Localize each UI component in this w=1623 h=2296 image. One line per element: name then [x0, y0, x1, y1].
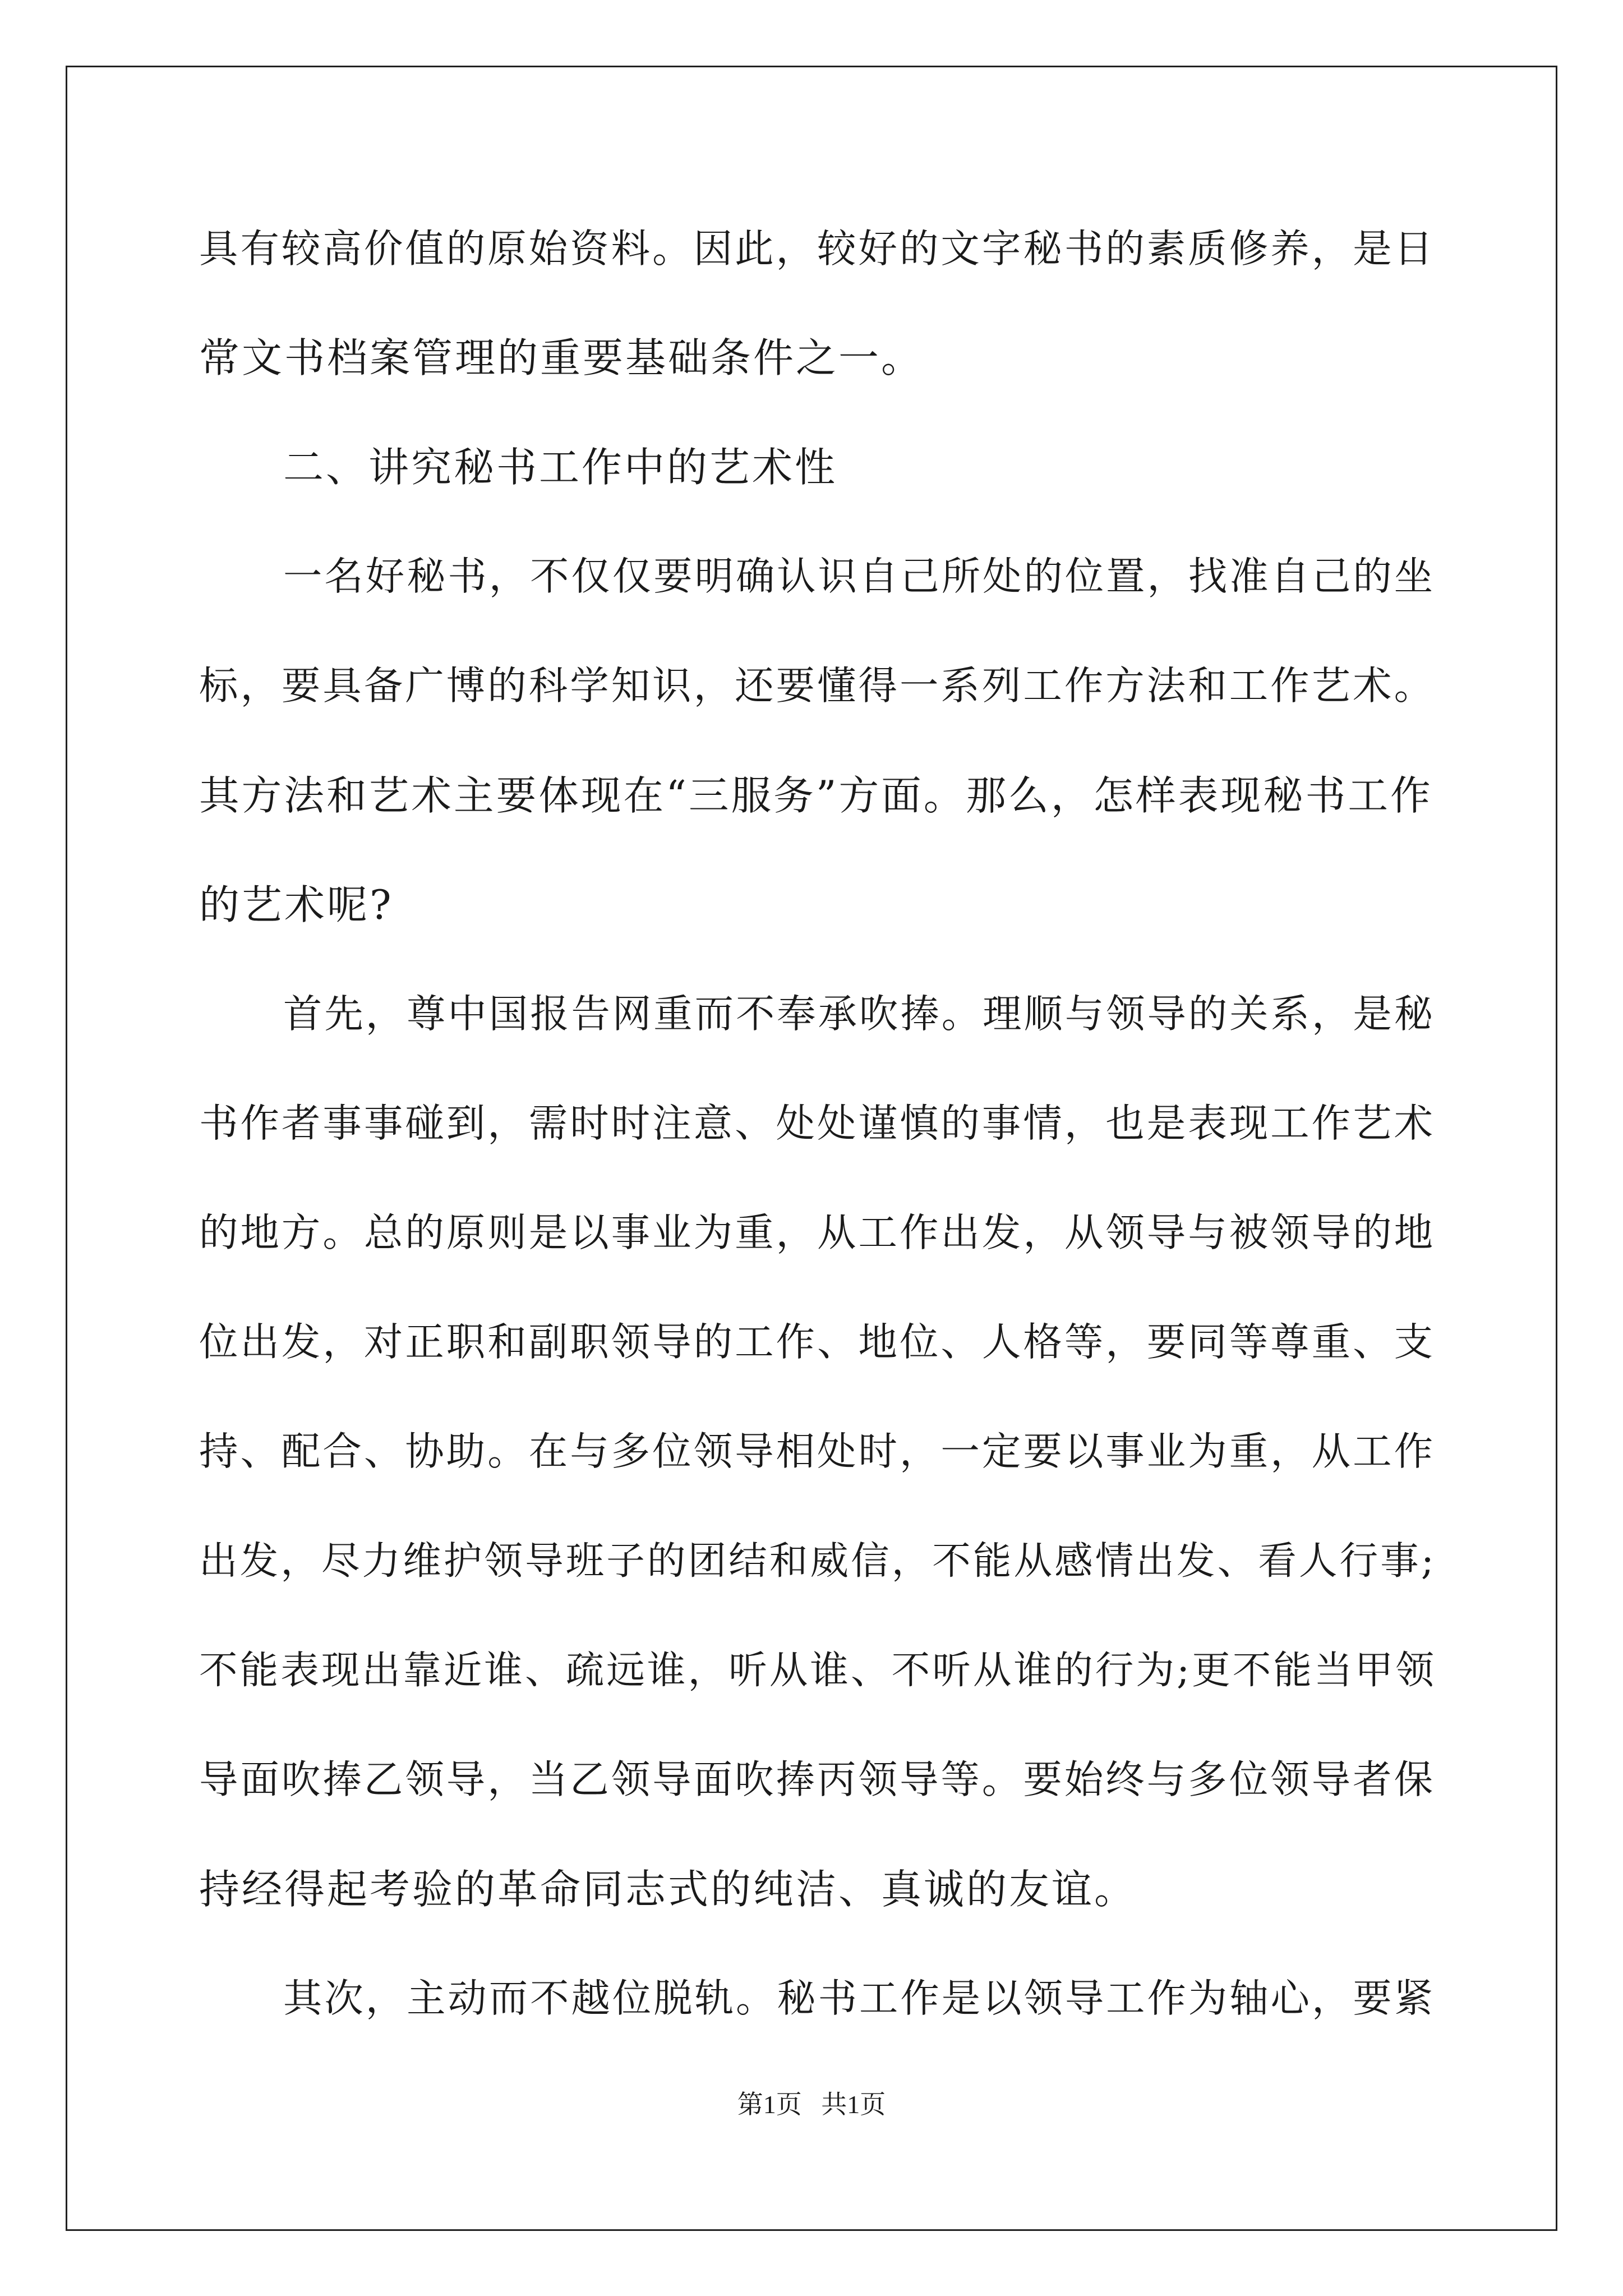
- text-line: 持经得起考验的革命同志式的纯洁、真诚的友谊。: [199, 1866, 1137, 1913]
- text-line: 常文书档案管理的重要基础条件之一。: [199, 334, 924, 381]
- text-line: 位出发，对正职和副职领导的工作、地位、人格等，要同等尊重、支: [199, 1320, 1436, 1365]
- text-line: 书作者事事碰到，需时时注意、处处谨慎的事情，也是表现工作艺术: [199, 1101, 1436, 1146]
- text-line: 标，要具备广博的科学知识，还要懂得一系列工作方法和工作艺术。: [199, 664, 1436, 708]
- text-line: 其次，主动而不越位脱轨。秘书工作是以领导工作为轴心，要紧: [283, 1976, 1436, 2021]
- text-line: 其方法和艺术主要体现在“三服务”方面。那么，怎样表现秘书工作: [199, 772, 1433, 819]
- text-line: 导面吹捧乙领导，当乙领导面吹捧丙领导等。要始终与多位领导者保: [199, 1757, 1436, 1802]
- text-line: 一名好秘书，不仅仅要明确认识自己所处的位置，找准自己的坐: [283, 554, 1436, 599]
- text-line: 的地方。总的原则是以事业为重，从工作出发，从领导与被领导的地: [199, 1211, 1436, 1255]
- section-heading: 二、讲究秘书工作中的艺术性: [283, 444, 838, 491]
- text-line: 不能表现出靠近谁、疏远谁，听从谁、不听从谁的行为;更不能当甲领: [199, 1648, 1436, 1693]
- text-line: 持、配合、协助。在与多位领导相处时，一定要以事业为重，从工作: [199, 1429, 1436, 1474]
- page-number-footer: 第1页 共1页: [737, 2090, 886, 2119]
- text-line: 出发，尽力维护领导班子的团结和威信，不能从感情出发、看人行事;: [199, 1539, 1436, 1584]
- text-line: 具有较高价值的原始资料。因此，较好的文字秘书的素质修养，是日: [199, 227, 1436, 272]
- text-line: 首先，尊中国报告网重而不奉承吹捧。理顺与领导的关系，是秘: [283, 992, 1436, 1037]
- text-line: 的艺术呢?: [199, 881, 394, 928]
